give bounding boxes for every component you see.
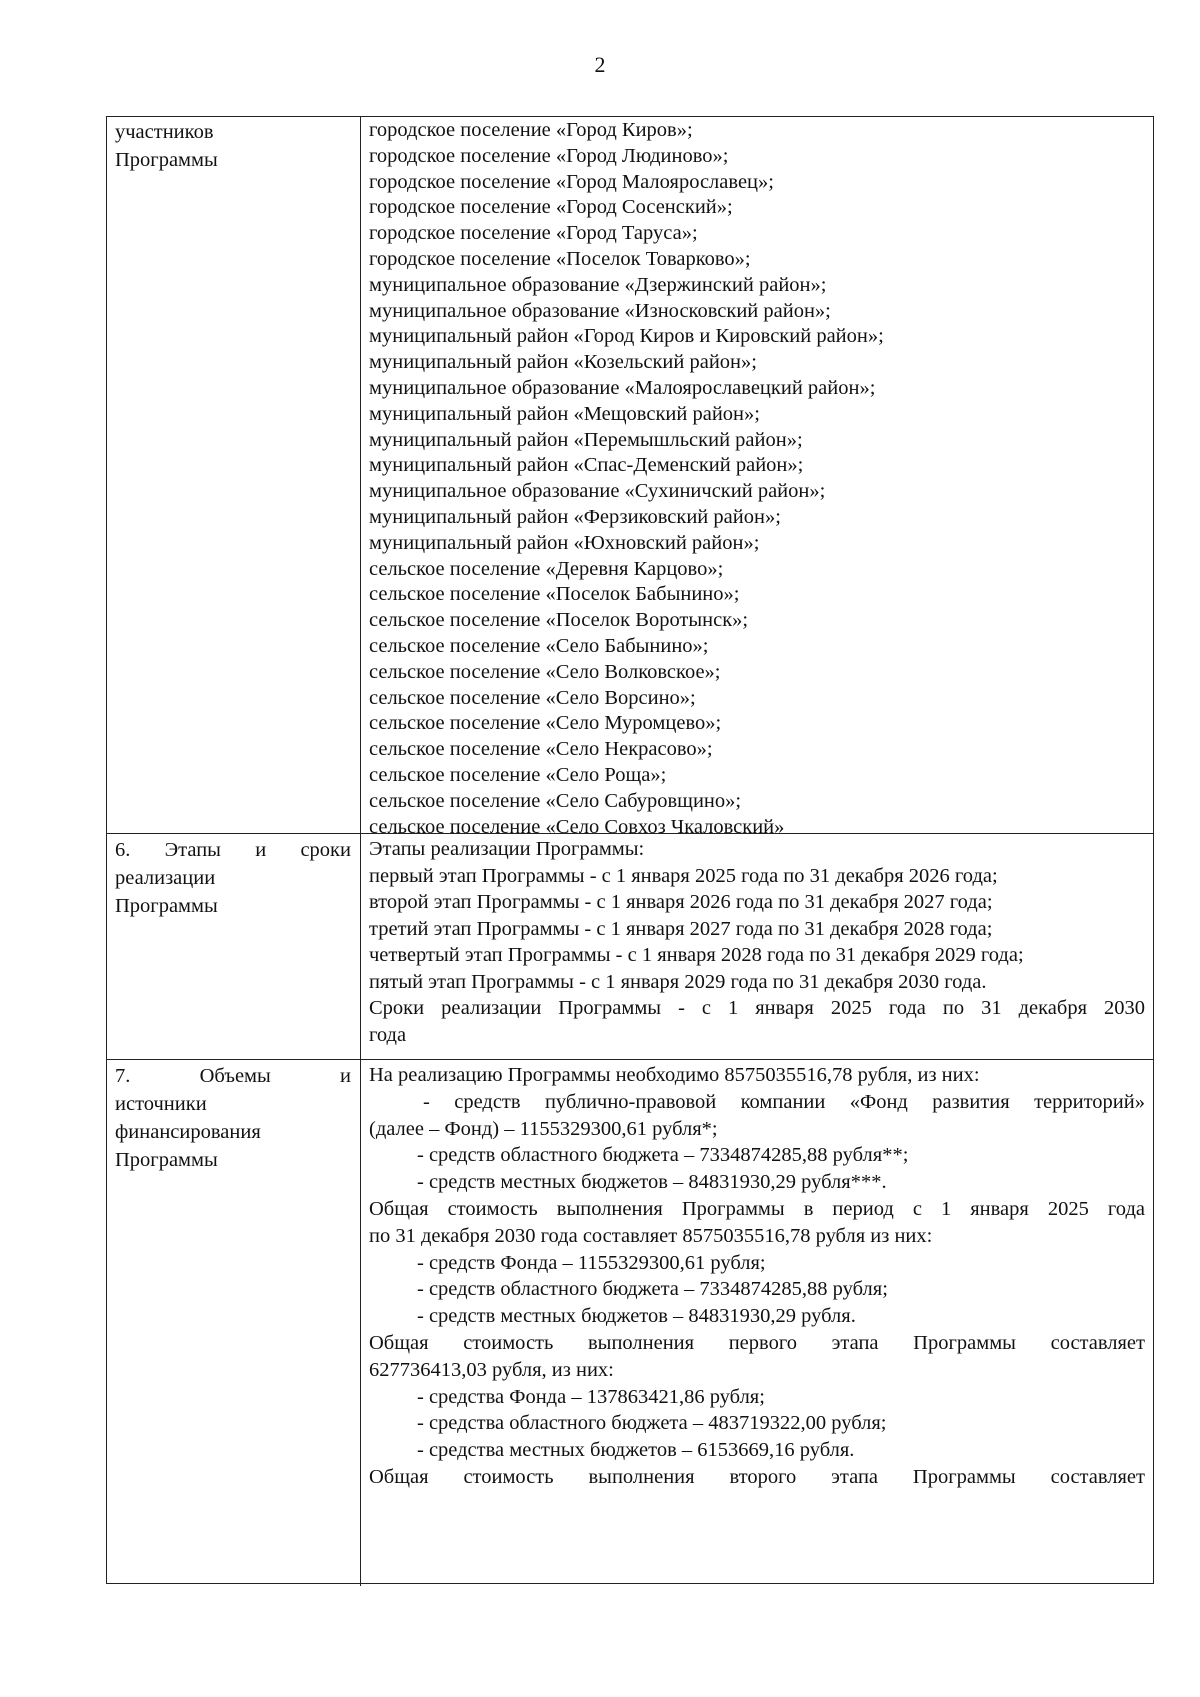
stage1-line: Общая стоимость выполнения первого этапа Программы составляет [369,1331,1145,1354]
label-line: Программы [115,1149,218,1171]
row-label-participants [115,118,351,174]
participant-item: сельское поселение «Село Муромцево»; [369,712,722,735]
participant-item: сельское поселение «Село Совхоз Чкаловский» [369,815,785,838]
participant-item: городское поселение «Город Таруса»; [369,222,698,245]
stage2-line: Общая стоимость выполнения второго этапа Программы составляет [369,1465,1145,1488]
participant-item: муниципальный район «Юхновский район»; [369,531,760,554]
total-local: - средств местных бюджетов – 84831930,29 рубля. [417,1305,856,1328]
participant-item: муниципальный район «Спас-Деменский район»; [369,454,804,477]
stages-content [369,836,1145,1048]
participant-item: городское поселение «Город Людиново»; [369,144,729,167]
stage-item: пятый этап Программы - с 1 января 2029 года по 31 декабря 2030 года. [369,970,987,993]
participant-item: сельское поселение «Село Ворсино»; [369,686,696,709]
stage1-regional: - средства областного бюджета – 483719322,00 рубля; [417,1412,887,1435]
total-line: Общая стоимость выполнения Программы в период с 1 января 2025 года [369,1197,1145,1220]
funding-content [369,1062,1145,1491]
participant-item: сельское поселение «Село Некрасово»; [369,738,713,761]
column-divider [360,1060,361,1586]
participant-item: сельское поселение «Поселок Воротынск»; [369,609,749,632]
table-row-stages [107,833,1153,1060]
participant-item: городское поселение «Город Малоярославец»; [369,170,774,193]
participant-item: городское поселение «Город Сосенский»; [369,196,733,219]
participant-item: муниципальный район «Ферзиковский район»; [369,505,781,528]
participant-item: муниципальный район «Козельский район»; [369,351,757,374]
participant-item: сельское поселение «Село Сабуровщино»; [369,789,742,812]
funding-local: - средств местных бюджетов – 84831930,29 рубля***. [417,1171,887,1194]
participant-item: муниципальное образование «Сухиничский район»; [369,480,826,503]
label-line: Программы [115,895,218,917]
participant-item: муниципальное образование «Дзержинский район»; [369,273,827,296]
participant-item: муниципальный район «Перемышльский район»; [369,428,803,451]
column-divider [360,834,361,1060]
column-divider [360,117,361,833]
table-row-participants [107,117,1153,838]
stage-item: третий этап Программы - с 1 января 2027 года по 31 декабря 2028 года; [369,917,993,940]
stage1-local: - средства местных бюджетов – 6153669,16 рубля. [417,1439,855,1462]
participant-item: городское поселение «Поселок Товарково»; [369,247,751,270]
label-line: Программы [115,149,218,171]
funding-regional: - средств областного бюджета – 7334874285,88 рубля**; [417,1144,909,1167]
participant-item: сельское поселение «Село Волковское»; [369,660,721,683]
participants-list [369,118,1145,840]
terms-line: года [369,1023,407,1046]
table-row-funding [107,1059,1153,1586]
stages-heading: Этапы реализации Программы: [369,838,645,860]
participant-item: сельское поселение «Поселок Бабынино»; [369,583,740,606]
total-regional: - средств областного бюджета – 7334874285,88 рубля; [417,1278,888,1301]
participant-item: муниципальное образование «Малоярославецкий район»; [369,376,876,399]
label-line: источники [115,1093,207,1115]
participant-item: муниципальное образование «Износковский район»; [369,299,831,322]
stage-item: второй этап Программы - с 1 января 2026 года по 31 декабря 2027 года; [369,891,993,913]
program-passport-table [106,116,1154,1584]
terms-line: Сроки реализации Программы - с 1 января 2025 года по 31 декабря 2030 [369,997,1145,1019]
total-fund: - средств Фонда – 1155329300,61 рубля; [417,1251,766,1274]
row-label-stages [115,836,351,920]
label-line: 6. Этапы и сроки [115,839,351,861]
participant-item: муниципальный район «Город Киров и Кировский район»; [369,325,884,348]
stage1-fund: - средства Фонда – 137863421,86 рубля; [417,1385,765,1408]
participant-item: сельское поселение «Деревня Карцово»; [369,557,724,580]
label-line: финансирования [115,1121,261,1143]
page-number: 2 [594,52,606,77]
funding-intro: На реализацию Программы необходимо 8575035516,78 рубля, из них: [369,1064,980,1086]
stage-item: четвертый этап Программы - с 1 января 2028 года по 31 декабря 2029 года; [369,944,1024,966]
row-label-funding [115,1062,351,1174]
label-line: реализации [115,867,216,889]
participant-item: сельское поселение «Село Бабынино»; [369,634,709,657]
stage-item: первый этап Программы - с 1 января 2025 года по 31 декабря 2026 года; [369,864,998,887]
funding-fund-line: - средств публично-правовой компании «Фонд развития территорий» [423,1090,1145,1113]
participant-item: муниципальный район «Мещовский район»; [369,402,760,425]
participant-item: сельское поселение «Село Роща»; [369,763,667,786]
label-line: 7. Объемы и [115,1065,351,1087]
stage1-line: 627736413,03 рубля, из них: [369,1358,614,1381]
total-line: по 31 декабря 2030 года составляет 8575035516,78 рубля из них: [369,1224,933,1247]
funding-fund-line: (далее – Фонд) – 1155329300,61 рубля*; [369,1117,718,1140]
participant-item: городское поселение «Город Киров»; [369,119,693,141]
label-line: участников [115,121,214,143]
